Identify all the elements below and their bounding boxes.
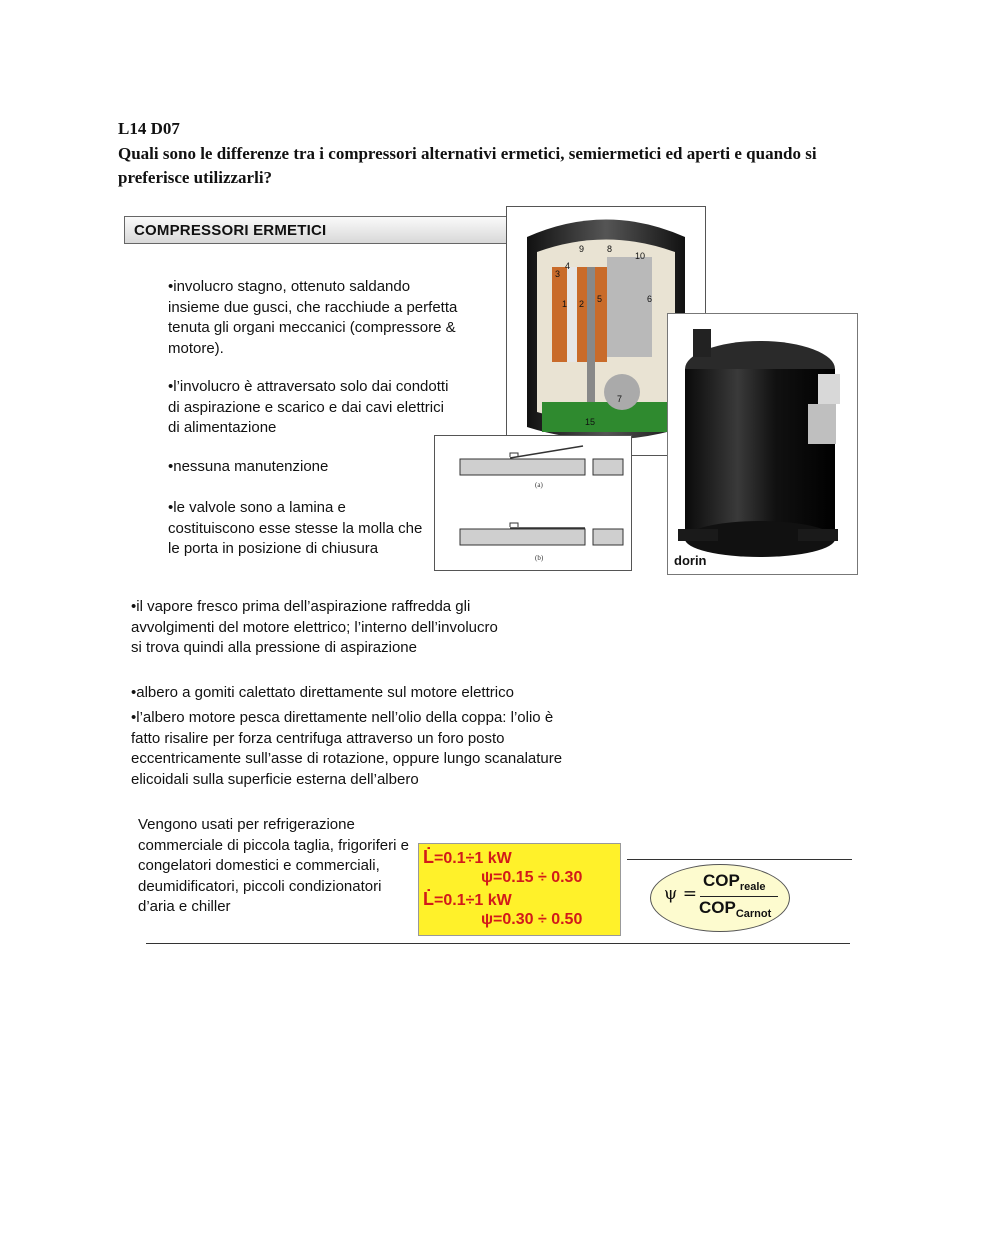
valve-label-b: (b) xyxy=(535,554,544,562)
bullet-manutenzione: •nessuna manutenzione xyxy=(168,458,329,475)
power-symbol: L̇ xyxy=(423,889,434,909)
power-range-1: =0.1÷1 kW xyxy=(434,850,512,867)
cop-denominator-main: COP xyxy=(699,898,736,917)
reed-valve-diagram xyxy=(434,435,632,571)
performance-range-box xyxy=(418,843,621,936)
question-text: Quali sono le differenze tra i compressori alternativi ermetici, semiermetici ed aperti e quando si preferisce utilizzarli? xyxy=(118,144,817,187)
cutaway-number: 15 xyxy=(585,417,596,427)
usage-text: Vengono usati per refrigerazione commerciale di piccola taglia, frigoriferi e congelatori domestici e commerciali, deumidificatori, piccoli condizionatori d’aria e chiller xyxy=(138,816,409,915)
cutaway-number: 4 xyxy=(565,261,571,271)
cop-numerator-sub: reale xyxy=(739,881,766,893)
cop-denominator xyxy=(699,898,771,918)
cutaway-number: 1 xyxy=(562,299,568,309)
compressor-photo xyxy=(667,313,858,575)
bullet-albero-motore: •l’albero motore pesca direttamente nell’olio della coppa: l’olio è fatto risalire per forza centrifuga attraverso un foro posto eccentricamente sull’asse di rotazione, oppure lungo scanalature elicoidali sulla superficie esterna dell’albero xyxy=(131,709,563,788)
cutaway-number: 7 xyxy=(617,394,623,404)
psi-range-2: ψ=0.30 ÷ 0.50 xyxy=(481,911,583,928)
cutaway-number: 2 xyxy=(579,299,585,309)
bullet-vapore: •il vapore fresco prima dell’aspirazione raffredda gli avvolgimenti del motore elettrico; l’interno dell’involucro si trova quindi alla pressione di aspirazione xyxy=(131,598,498,656)
slide-title: COMPRESSORI ERMETICI xyxy=(134,222,327,239)
psi-symbol: ψ = xyxy=(664,884,697,904)
power-symbol: L̇ xyxy=(423,847,434,867)
cop-numerator-main: COP xyxy=(703,871,740,890)
cutaway-number: 10 xyxy=(635,251,646,261)
cutaway-number: 8 xyxy=(607,244,613,254)
cop-numerator xyxy=(703,871,766,891)
cutaway-number: 6 xyxy=(647,294,653,304)
valve-label-a: (a) xyxy=(535,481,543,489)
cutaway-number: 9 xyxy=(579,244,585,254)
fraction-bar xyxy=(700,896,778,897)
bullet-attraversato: •l’involucro è attraversato solo dai condotti di aspirazione e scarico e dai cavi elettrici di alimentazione xyxy=(168,378,449,436)
bullet-valvole: •le valvole sono a lamina e costituiscono esse stesse la molla che le porta in posizione di chiusura xyxy=(168,499,423,557)
psi-range-1: ψ=0.15 ÷ 0.30 xyxy=(481,869,583,886)
cutaway-number: 3 xyxy=(555,269,561,279)
cop-denominator-sub: Carnot xyxy=(735,908,772,920)
brand-label: dorin xyxy=(674,553,707,568)
document-code: L14 D07 xyxy=(118,119,180,138)
bullet-albero-gomiti: •albero a gomiti calettato direttamente sul motore elettrico xyxy=(131,684,514,701)
cutaway-number: 5 xyxy=(597,294,603,304)
divider-line xyxy=(627,859,852,860)
divider-line xyxy=(146,943,850,944)
slide-title-bar xyxy=(124,216,514,244)
power-range-2: =0.1÷1 kW xyxy=(434,892,512,909)
bullet-involucro: •involucro stagno, ottenuto saldando insieme due gusci, che racchiude a perfetta tenuta gli organi meccanici (compressore & motore). xyxy=(168,278,458,357)
